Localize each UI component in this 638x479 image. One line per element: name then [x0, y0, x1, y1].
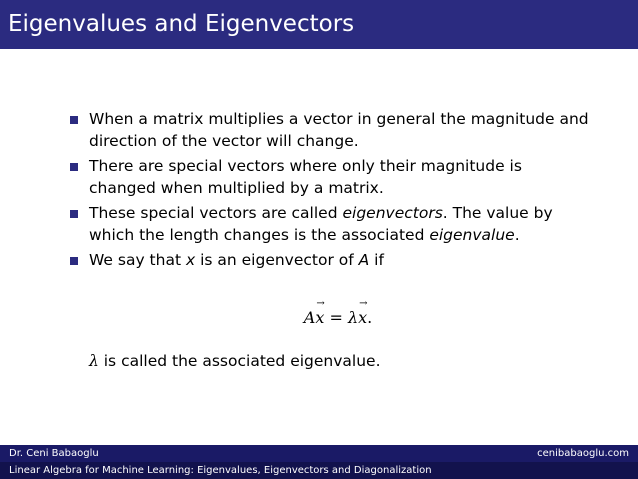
- footer-author: Dr. Ceni Babaoglu: [9, 448, 99, 459]
- bullet-text: We say that x is an eigenvector of A if: [89, 251, 384, 269]
- square-bullet-icon: [70, 257, 78, 265]
- matrix-A: A: [303, 308, 316, 327]
- bullet-text: When a matrix multiplies a vector in general the magnitude and direction of the vector will change.: [89, 110, 589, 150]
- lambda-symbol: λ: [89, 352, 99, 370]
- square-bullet-icon: [70, 210, 78, 218]
- footer-top-bar: [0, 445, 638, 462]
- eigenvalue-note: [89, 350, 381, 372]
- bullet-item-2: [70, 155, 590, 199]
- period: .: [367, 308, 373, 327]
- square-bullet-icon: [70, 116, 78, 124]
- term-eigenvectors: eigenvectors: [342, 204, 443, 222]
- square-bullet-icon: [70, 163, 78, 171]
- eigenvalue-note-text: is called the associated eigenvalue.: [98, 352, 381, 370]
- lambda-symbol: λ: [347, 308, 359, 327]
- title-bar: [0, 0, 638, 49]
- var-x: x: [185, 251, 196, 269]
- bullet-item-3: [70, 202, 590, 246]
- slide-title: Eigenvalues and Eigenvectors: [8, 11, 355, 37]
- bullet-item-4: [70, 249, 590, 271]
- vector-x: x →: [358, 308, 367, 327]
- bullet-list: [70, 108, 590, 274]
- bullet-text: There are special vectors where only their magnitude is changed when multiplied by a matrix.: [89, 157, 522, 197]
- footer-course-title: Linear Algebra for Machine Learning: Eigenvalues, Eigenvectors and Diagonalization: [9, 465, 432, 476]
- equals-sign: =: [324, 308, 348, 327]
- var-A: A: [358, 251, 370, 269]
- footer-website: cenibabaoglu.com: [537, 448, 629, 459]
- vector-x: x →: [315, 308, 324, 327]
- footer-bottom-bar: [0, 462, 638, 479]
- eigen-equation: [0, 308, 638, 327]
- bullet-text: These special vectors are called eigenvectors. The value by which the length changes is the associated eigenvalue.: [89, 204, 553, 244]
- bullet-item-1: [70, 108, 590, 152]
- term-eigenvalue: eigenvalue: [429, 226, 515, 244]
